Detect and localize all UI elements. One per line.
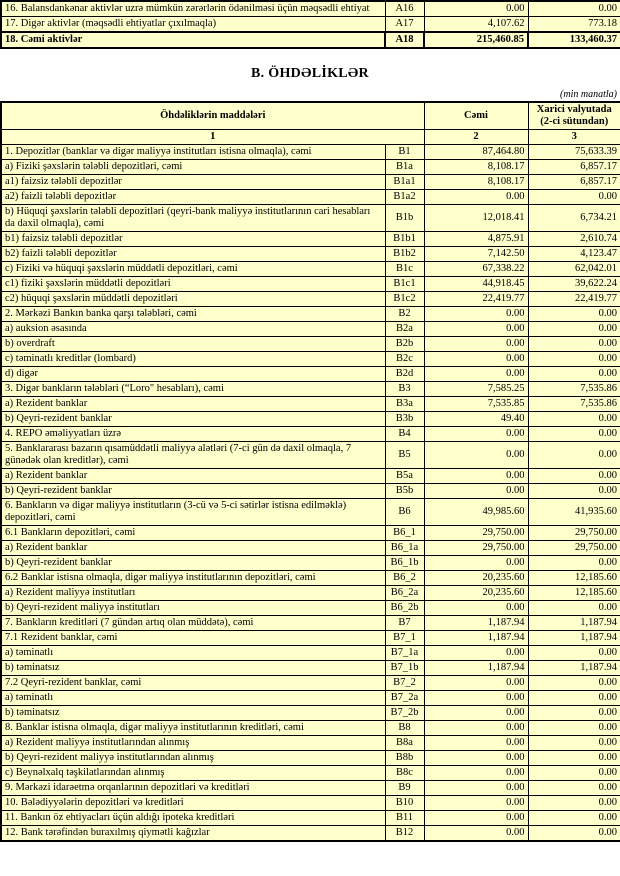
row-total-value: 1,187.94: [424, 616, 528, 631]
row-foreign-value: 6,857.17: [528, 160, 620, 175]
row-foreign-value: 0.00: [528, 412, 620, 427]
row-label: 12. Bank tərəfindən buraxılmış qiymətli kağızlar: [1, 826, 385, 842]
row-code: B1c1: [385, 277, 424, 292]
table-row: [1, 232, 620, 247]
row-label: a) təminatlı: [1, 646, 385, 661]
row-label: a) Rezident banklar: [1, 397, 385, 412]
row-code: B1c: [385, 262, 424, 277]
table-row: [1, 751, 620, 766]
row-foreign-value: 0.00: [528, 781, 620, 796]
row-label: b2) faizli tələbli depozitlər: [1, 247, 385, 262]
table-row: [1, 352, 620, 367]
liabilities-table-body: [1, 145, 620, 842]
table-row: [1, 616, 620, 631]
row-code: B7: [385, 616, 424, 631]
row-total-value: 0.00: [424, 367, 528, 382]
row-foreign-value: 0.00: [528, 766, 620, 781]
table-row: [1, 442, 620, 469]
row-code: B7_2b: [385, 706, 424, 721]
row-label: 8. Banklar istisna olmaqla, digər maliyyə institutlarının kreditləri, cəmi: [1, 721, 385, 736]
table-row: [1, 412, 620, 427]
row-total-value: 0.00: [424, 337, 528, 352]
row-label: b) overdraft: [1, 337, 385, 352]
row-foreign-value: 7,535.86: [528, 397, 620, 412]
row-label: 16. Balansdankənar aktivlər uzrə mümkün zərərlərin ödənilməsi üçün məqsədli ehtiyat: [1, 1, 385, 17]
table-row: [1, 526, 620, 541]
table-row: [1, 1, 620, 17]
row-code: B9: [385, 781, 424, 796]
row-label: b) Qeyri-rezident banklar: [1, 484, 385, 499]
row-code: B8: [385, 721, 424, 736]
row-total-value: 215,460.85: [424, 32, 528, 48]
table-row: [1, 691, 620, 706]
table-row: [1, 484, 620, 499]
row-foreign-value: 7,535.86: [528, 382, 620, 397]
row-label: a) auksion əsasında: [1, 322, 385, 337]
row-foreign-value: 133,460.37: [528, 32, 620, 48]
row-label: 7. Bankların kreditləri (7 gündən artıq olan müddətə), cəmi: [1, 616, 385, 631]
row-label: a) təminatlı: [1, 691, 385, 706]
row-code: B10: [385, 796, 424, 811]
table-row: [1, 337, 620, 352]
table-row: [1, 427, 620, 442]
row-label: a) Rezident maliyyə institutları: [1, 586, 385, 601]
table-row: [1, 382, 620, 397]
row-total-value: 0.00: [424, 484, 528, 499]
row-code: B5b: [385, 484, 424, 499]
table-row: [1, 367, 620, 382]
row-label: c1) fiziki şəxslərin müddətli depozitləri: [1, 277, 385, 292]
row-total-value: 0.00: [424, 601, 528, 616]
row-label: c) Beynəlxalq təşkilatlarından alınmış: [1, 766, 385, 781]
row-code: B2: [385, 307, 424, 322]
table-row: [1, 175, 620, 190]
table-row: [1, 160, 620, 175]
row-code: B2a: [385, 322, 424, 337]
row-code: B8c: [385, 766, 424, 781]
row-code: B3b: [385, 412, 424, 427]
foreign-column-header-line1: Xarici valyutada: [536, 104, 612, 115]
row-foreign-value: 0.00: [528, 322, 620, 337]
row-total-value: 44,918.45: [424, 277, 528, 292]
section-title: B. ÖHDƏLİKLƏR: [251, 66, 369, 81]
row-foreign-value: 0.00: [528, 796, 620, 811]
row-label: 6.1 Bankların depozitləri, cəmi: [1, 526, 385, 541]
row-code: A16: [385, 1, 424, 17]
row-foreign-value: 0.00: [528, 826, 620, 842]
column-number-1: 1: [1, 130, 424, 145]
header-row: [1, 102, 620, 130]
row-total-value: 0.00: [424, 646, 528, 661]
row-foreign-value: 0.00: [528, 352, 620, 367]
row-code: B6: [385, 499, 424, 526]
table-row: [1, 721, 620, 736]
row-label: a1) faizsiz tələbli depozitlər: [1, 175, 385, 190]
row-total-value: 20,235.60: [424, 586, 528, 601]
row-code: B3: [385, 382, 424, 397]
table-row: [1, 556, 620, 571]
row-label: d) digər: [1, 367, 385, 382]
row-label: a) Rezident banklar: [1, 469, 385, 484]
row-code: B8a: [385, 736, 424, 751]
row-foreign-value: 29,750.00: [528, 526, 620, 541]
table-row: [1, 17, 620, 33]
table-row: [1, 322, 620, 337]
row-label: b) Qeyri-rezident banklar: [1, 412, 385, 427]
row-foreign-value: 1,187.94: [528, 616, 620, 631]
row-label: a) Fiziki şəxslərin tələbli depozitləri, cəmi: [1, 160, 385, 175]
row-total-value: 0.00: [424, 427, 528, 442]
row-total-value: 0.00: [424, 751, 528, 766]
row-total-value: 7,585.25: [424, 382, 528, 397]
table-row: [1, 796, 620, 811]
row-label: 6.2 Banklar istisna olmaqla, digər maliyyə institutlarının depozitləri, cəmi: [1, 571, 385, 586]
row-foreign-value: 1,187.94: [528, 661, 620, 676]
row-total-value: 7,142.50: [424, 247, 528, 262]
row-total-value: 0.00: [424, 469, 528, 484]
row-code: B1a1: [385, 175, 424, 190]
row-code: B7_1b: [385, 661, 424, 676]
table-row: [1, 676, 620, 691]
row-code: B4: [385, 427, 424, 442]
row-code: B6_2b: [385, 601, 424, 616]
table-row: [1, 190, 620, 205]
row-label: b) Hüquqi şəxslərin tələbli depozitləri (qeyri-bank maliyyə institutlarının cari hesabları da daxil olmaqla), cəmi: [1, 205, 385, 232]
table-row: [1, 262, 620, 277]
row-code: B1a2: [385, 190, 424, 205]
foreign-column-header: [528, 102, 620, 130]
row-code: B1b: [385, 205, 424, 232]
row-total-value: 0.00: [424, 691, 528, 706]
row-total-value: 67,338.22: [424, 262, 528, 277]
liabilities-table: [0, 101, 620, 842]
row-foreign-value: 22,419.77: [528, 292, 620, 307]
row-label: 11. Bankın öz ehtiyacları üçün aldığı ipoteka kreditləri: [1, 811, 385, 826]
table-row: [1, 277, 620, 292]
row-label: a) Rezident banklar: [1, 541, 385, 556]
row-foreign-value: 6,857.17: [528, 175, 620, 190]
row-total-value: 0.00: [424, 766, 528, 781]
row-code: A17: [385, 17, 424, 33]
table-row: [1, 826, 620, 842]
row-label: b) təminatsız: [1, 661, 385, 676]
table-row: [1, 32, 620, 48]
row-label: 6. Bankların və digər maliyyə institutların (3-cü və 5-ci sətirlər istisna edilməklə) depozitləri, cəmi: [1, 499, 385, 526]
table-row: [1, 646, 620, 661]
column-number-3: 3: [528, 130, 620, 145]
table-row: [1, 247, 620, 262]
row-total-value: 1,187.94: [424, 631, 528, 646]
table-row: [1, 811, 620, 826]
row-code: B6_1: [385, 526, 424, 541]
row-code: B2d: [385, 367, 424, 382]
row-code: B1c2: [385, 292, 424, 307]
row-code: B7_1a: [385, 646, 424, 661]
row-total-value: 0.00: [424, 826, 528, 842]
row-code: B5a: [385, 469, 424, 484]
row-total-value: 0.00: [424, 442, 528, 469]
row-total-value: 0.00: [424, 556, 528, 571]
table-row: [1, 469, 620, 484]
row-foreign-value: 0.00: [528, 484, 620, 499]
row-code: B7_1: [385, 631, 424, 646]
table-row: [1, 541, 620, 556]
row-total-value: 0.00: [424, 352, 528, 367]
row-code: B1b2: [385, 247, 424, 262]
row-label: 2. Mərkəzi Bankın banka qarşı tələbləri, cəmi: [1, 307, 385, 322]
row-label: 9. Mərkəzi idarəetmə orqanlarının depozitləri və kreditləri: [1, 781, 385, 796]
row-code: B1a: [385, 160, 424, 175]
table-row: [1, 706, 620, 721]
column-number-row: [1, 130, 620, 145]
row-total-value: 0.00: [424, 811, 528, 826]
row-total-value: 0.00: [424, 322, 528, 337]
row-foreign-value: 0.00: [528, 190, 620, 205]
row-total-value: 0.00: [424, 676, 528, 691]
row-foreign-value: 0.00: [528, 469, 620, 484]
row-total-value: 12,018.41: [424, 205, 528, 232]
table-row: [1, 571, 620, 586]
row-foreign-value: 0.00: [528, 427, 620, 442]
row-foreign-value: 6,734.21: [528, 205, 620, 232]
row-total-value: 0.00: [424, 1, 528, 17]
row-foreign-value: 12,185.60: [528, 586, 620, 601]
row-label: a) Rezident maliyyə institutlarından alınmış: [1, 736, 385, 751]
row-code: A18: [385, 32, 424, 48]
assets-table-body: [1, 1, 620, 48]
table-row: [1, 586, 620, 601]
row-label: b) Qeyri-rezident banklar: [1, 556, 385, 571]
table-row: [1, 292, 620, 307]
row-total-value: 29,750.00: [424, 541, 528, 556]
row-foreign-value: 0.00: [528, 736, 620, 751]
row-label: 3. Digər bankların tələbləri (“Loro" hesabları), cəmi: [1, 382, 385, 397]
row-total-value: 0.00: [424, 796, 528, 811]
row-foreign-value: 39,622.24: [528, 277, 620, 292]
row-foreign-value: 75,633.39: [528, 145, 620, 160]
table-row: [1, 661, 620, 676]
row-total-value: 0.00: [424, 190, 528, 205]
row-total-value: 4,875.91: [424, 232, 528, 247]
row-foreign-value: 0.00: [528, 691, 620, 706]
row-foreign-value: 1,187.94: [528, 631, 620, 646]
row-label: b) Qeyri-rezident maliyyə institutlarından alınmış: [1, 751, 385, 766]
row-foreign-value: 0.00: [528, 676, 620, 691]
row-code: B8b: [385, 751, 424, 766]
row-foreign-value: 0.00: [528, 442, 620, 469]
row-foreign-value: 0.00: [528, 307, 620, 322]
row-foreign-value: 41,935.60: [528, 499, 620, 526]
row-code: B1b1: [385, 232, 424, 247]
column-number-2: 2: [424, 130, 528, 145]
row-foreign-value: 0.00: [528, 556, 620, 571]
row-label: c) təminatlı kreditlər (lombard): [1, 352, 385, 367]
table-row: [1, 145, 620, 160]
row-label: c2) hüquqi şəxslərin müddətli depozitləri: [1, 292, 385, 307]
table-row: [1, 601, 620, 616]
row-label: 18. Cəmi aktivlər: [1, 32, 385, 48]
row-label: 10. Bələdiyyələrin depozitləri və kreditləri: [1, 796, 385, 811]
row-label: 5. Banklararası bazarın qısamüddətli maliyyə alətləri (7-ci gün də daxil olmaqla, 7 günədək olan kreditlər), cəmi: [1, 442, 385, 469]
row-label: 7.2 Qeyri-rezident banklar, cəmi: [1, 676, 385, 691]
unit-note: (min manatla): [560, 89, 617, 100]
table-row: [1, 397, 620, 412]
row-foreign-value: 12,185.60: [528, 571, 620, 586]
row-total-value: 0.00: [424, 781, 528, 796]
row-label: 4. REPO əməliyyatları üzrə: [1, 427, 385, 442]
table-row: [1, 499, 620, 526]
foreign-column-header-line2: (2-ci sütundan): [540, 116, 609, 127]
row-foreign-value: 0.00: [528, 337, 620, 352]
row-code: B1: [385, 145, 424, 160]
row-foreign-value: 0.00: [528, 721, 620, 736]
row-total-value: 0.00: [424, 736, 528, 751]
row-foreign-value: 29,750.00: [528, 541, 620, 556]
total-column-header: Cəmi: [424, 102, 528, 130]
row-code: B5: [385, 442, 424, 469]
row-total-value: 8,108.17: [424, 160, 528, 175]
row-code: B6_1b: [385, 556, 424, 571]
row-foreign-value: 0.00: [528, 367, 620, 382]
liabilities-table-header: [1, 102, 620, 145]
row-label: b) Qeyri-rezident maliyyə institutları: [1, 601, 385, 616]
row-foreign-value: 0.00: [528, 646, 620, 661]
row-foreign-value: 62,042.01: [528, 262, 620, 277]
row-total-value: 0.00: [424, 307, 528, 322]
row-code: B3a: [385, 397, 424, 412]
row-total-value: 29,750.00: [424, 526, 528, 541]
table-row: [1, 736, 620, 751]
row-code: B6_2a: [385, 586, 424, 601]
row-code: B2b: [385, 337, 424, 352]
row-label: c) Fiziki və hüquqi şəxslərin müddətli depozitləri, cəmi: [1, 262, 385, 277]
row-foreign-value: 4,123.47: [528, 247, 620, 262]
row-code: B11: [385, 811, 424, 826]
table-row: [1, 766, 620, 781]
row-foreign-value: 0.00: [528, 601, 620, 616]
row-foreign-value: 0.00: [528, 706, 620, 721]
row-total-value: 4,107.62: [424, 17, 528, 33]
row-total-value: 8,108.17: [424, 175, 528, 190]
row-foreign-value: 0.00: [528, 811, 620, 826]
row-code: B12: [385, 826, 424, 842]
table-row: [1, 205, 620, 232]
row-foreign-value: 2,610.74: [528, 232, 620, 247]
row-total-value: 49,985.60: [424, 499, 528, 526]
row-total-value: 20,235.60: [424, 571, 528, 586]
row-total-value: 0.00: [424, 706, 528, 721]
table-row: [1, 781, 620, 796]
row-foreign-value: 0.00: [528, 751, 620, 766]
row-code: B6_2: [385, 571, 424, 586]
items-column-header: Öhdəliklərin maddələri: [1, 102, 424, 130]
row-label: 1. Depozitlər (banklar və digər maliyyə institutları istisna olmaqla), cəmi: [1, 145, 385, 160]
row-foreign-value: 773.18: [528, 17, 620, 33]
row-label: b1) faizsiz tələbli depozitlər: [1, 232, 385, 247]
row-label: 7.1 Rezident banklar, cəmi: [1, 631, 385, 646]
row-label: b) təminatsız: [1, 706, 385, 721]
row-code: B2c: [385, 352, 424, 367]
table-row: [1, 631, 620, 646]
table-row: [1, 307, 620, 322]
row-total-value: 49.40: [424, 412, 528, 427]
row-label: a2) faizli tələbli depozitlər: [1, 190, 385, 205]
row-code: B6_1a: [385, 541, 424, 556]
row-foreign-value: 0.00: [528, 1, 620, 17]
row-code: B7_2a: [385, 691, 424, 706]
row-total-value: 0.00: [424, 721, 528, 736]
assets-table: [0, 0, 620, 49]
row-code: B7_2: [385, 676, 424, 691]
row-total-value: 22,419.77: [424, 292, 528, 307]
row-total-value: 87,464.80: [424, 145, 528, 160]
row-total-value: 1,187.94: [424, 661, 528, 676]
row-label: 17. Digər aktivlər (məqsədli ehtiyatlar çıxılmaqla): [1, 17, 385, 33]
row-total-value: 7,535.85: [424, 397, 528, 412]
